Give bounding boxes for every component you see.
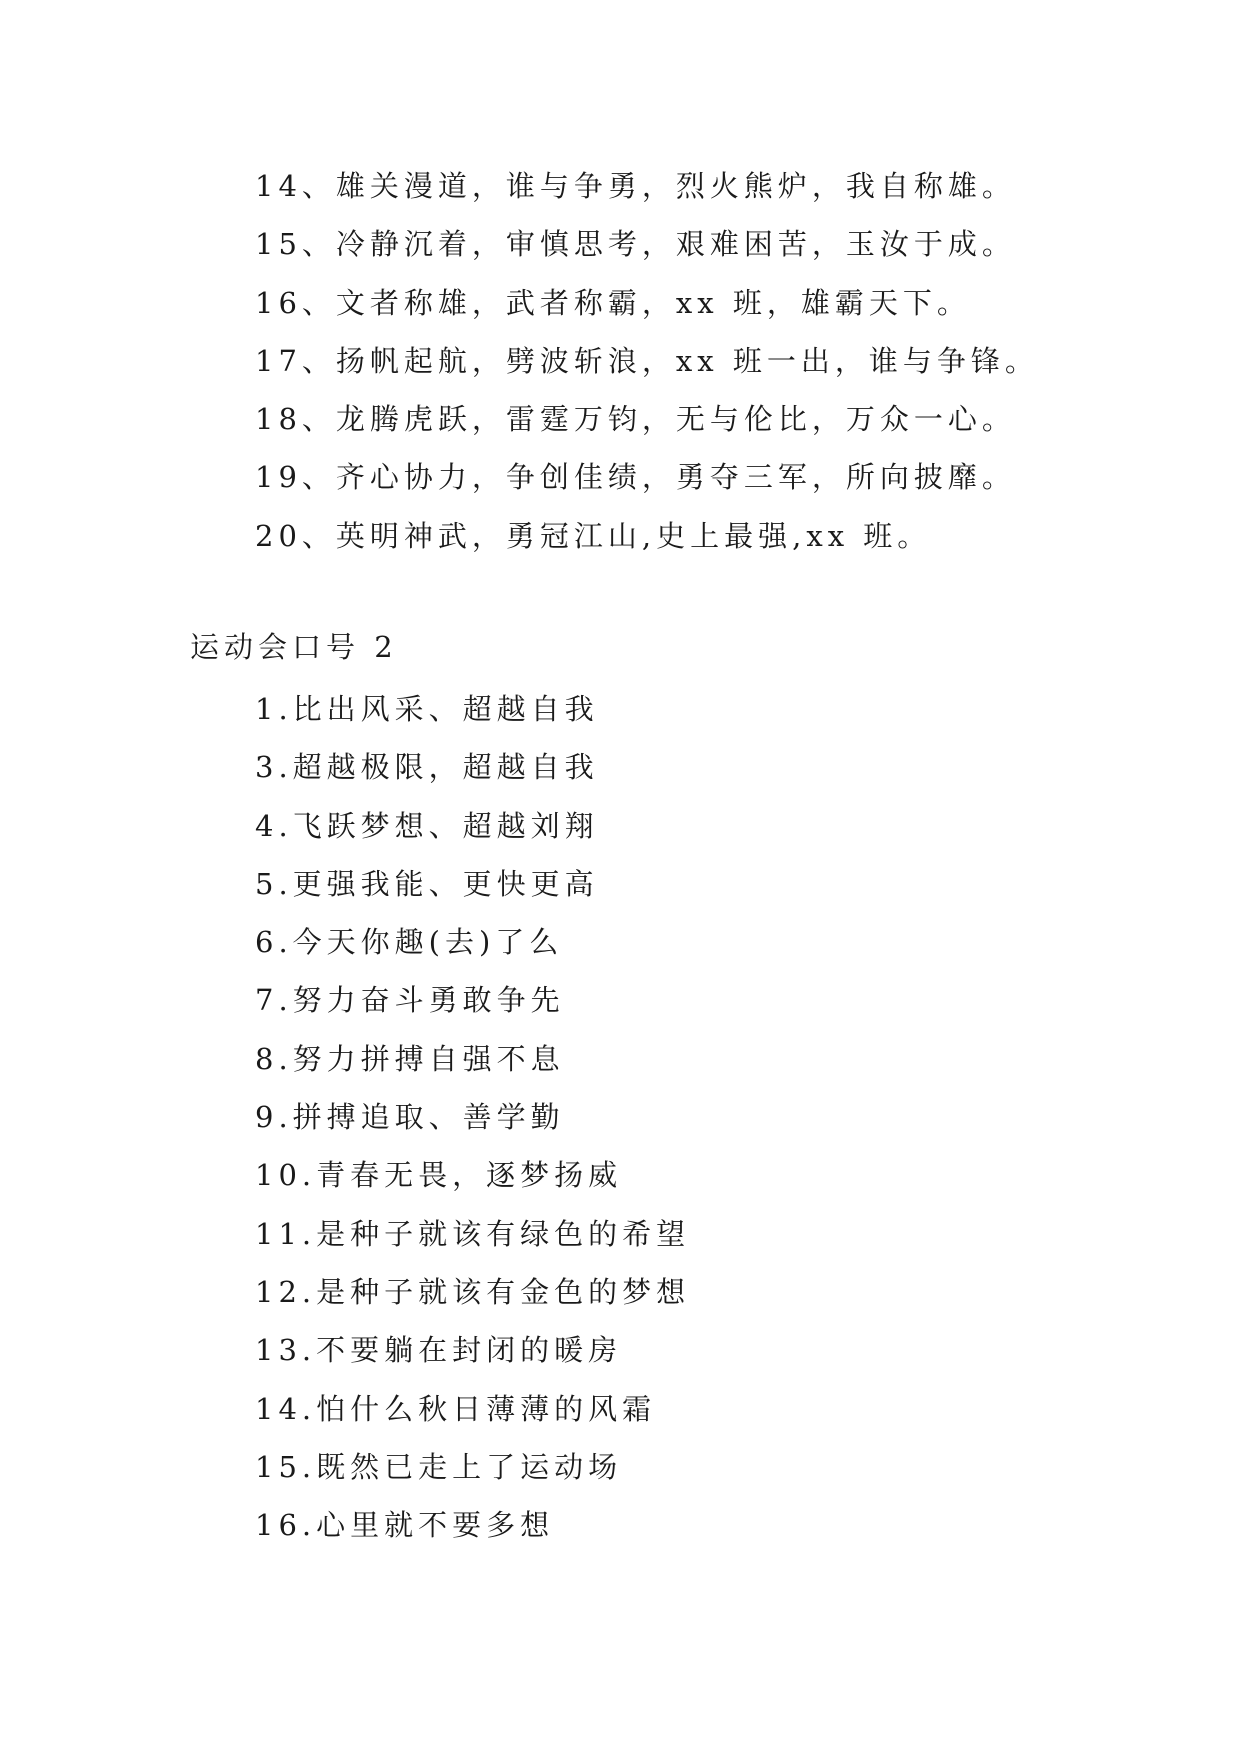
section-heading: 运动会口号 2 — [190, 630, 398, 664]
list-item: 15、冷静沉着，审慎思考，艰难困苦，玉汝于成。 — [255, 227, 1016, 262]
list-item: 8.努力拼搏自强不息 — [255, 1041, 565, 1076]
list-item: 17、扬帆起航，劈波斩浪，xx 班一出，谁与争锋。 — [255, 343, 1039, 378]
list-item: 11.是种子就该有绿色的希望 — [255, 1216, 691, 1251]
list-item: 9.拼搏追取、善学勤 — [255, 1100, 565, 1135]
list-item: 5.更强我能、更快更高 — [255, 866, 599, 901]
list-item: 6.今天你趣(去)了么 — [255, 925, 564, 960]
list-item: 14.怕什么秋日薄薄的风霜 — [255, 1391, 657, 1426]
list-item: 1.比出风采、超越自我 — [255, 692, 599, 726]
list-item: 20、英明神武，勇冠江山,史上最强,xx 班。 — [255, 518, 932, 553]
slogan-list-part1 — [255, 157, 1039, 565]
list-item: 13.不要躺在封闭的暖房 — [255, 1333, 623, 1368]
list-item: 7.努力奋斗勇敢争先 — [255, 983, 565, 1018]
list-item: 18、龙腾虎跃，雷霆万钧，无与伦比，万众一心。 — [255, 402, 1016, 437]
list-item: 16、文者称雄，武者称霸，xx 班，雄霸天下。 — [255, 285, 971, 320]
list-item: 10.青春无畏，逐梦扬威 — [255, 1158, 623, 1193]
slogan-list-part2 — [255, 680, 690, 1554]
list-item: 19、齐心协力，争创佳绩，勇夺三军，所向披靡。 — [255, 460, 1016, 495]
list-item: 3.超越极限，超越自我 — [255, 750, 599, 785]
list-item: 16.心里就不要多想 — [255, 1508, 555, 1543]
list-item: 4.飞跃梦想、超越刘翔 — [255, 808, 599, 843]
list-item: 12.是种子就该有金色的梦想 — [255, 1274, 691, 1309]
list-item: 15.既然已走上了运动场 — [255, 1449, 623, 1484]
list-item: 14、雄关漫道，谁与争勇，烈火熊炉，我自称雄。 — [255, 169, 1016, 203]
